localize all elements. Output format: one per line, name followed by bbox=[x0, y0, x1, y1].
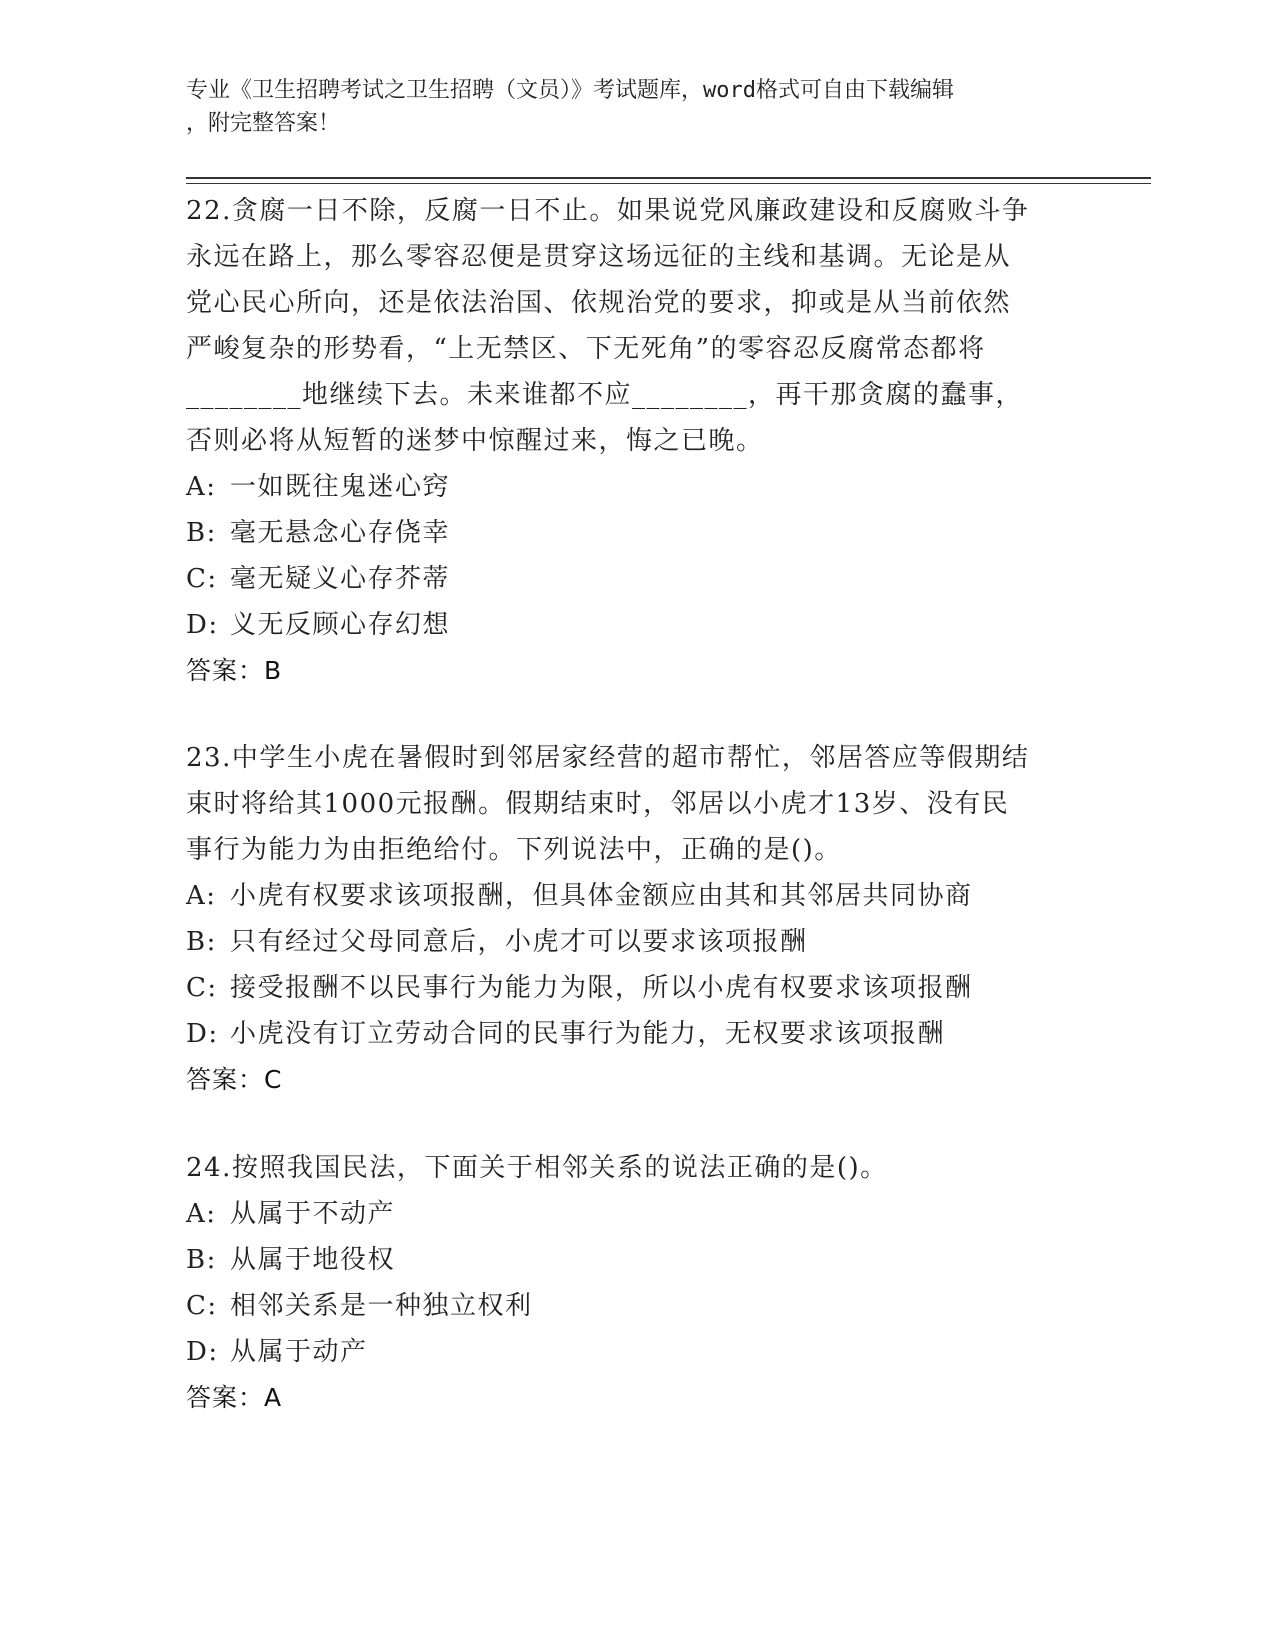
option-text: 从属于动产 bbox=[230, 1337, 368, 1367]
option-key: C: bbox=[186, 973, 218, 1003]
stem-line: 永远在路上，那么零容忍便是贯穿这场远征的主线和基调。无论是从 bbox=[186, 242, 1012, 272]
option-c bbox=[186, 965, 1086, 1011]
header-divider-top bbox=[186, 177, 1151, 179]
stem-line: 束时将给其1000元报酬。假期结束时，邻居以小虎才13岁、没有民 bbox=[186, 789, 1010, 819]
answer-line: 答案：A bbox=[186, 1383, 283, 1412]
option-d bbox=[186, 1011, 1086, 1057]
option-d bbox=[186, 1329, 1086, 1375]
option-c bbox=[186, 556, 1086, 602]
option-b bbox=[186, 510, 1086, 556]
option-key: A: bbox=[186, 472, 217, 502]
option-a bbox=[186, 464, 1086, 510]
stem-line: 23.中学生小虎在暑假时到邻居家经营的超市帮忙，邻居答应等假期结 bbox=[186, 743, 1030, 773]
option-text: 接受报酬不以民事行为能力为限，所以小虎有权要求该项报酬 bbox=[230, 973, 973, 1003]
option-a bbox=[186, 1191, 1086, 1237]
question-stem bbox=[186, 1145, 1086, 1191]
option-key: B: bbox=[186, 518, 217, 548]
question-stem bbox=[186, 188, 1086, 464]
option-text: 毫无悬念心存侥幸 bbox=[230, 518, 451, 548]
stem-line: 否则必将从短暂的迷梦中惊醒过来，悔之已晚。 bbox=[186, 426, 764, 456]
option-text: 只有经过父母同意后，小虎才可以要求该项报酬 bbox=[230, 927, 808, 957]
stem-line: 24.按照我国民法，下面关于相邻关系的说法正确的是()。 bbox=[186, 1153, 888, 1183]
option-key: A: bbox=[186, 881, 217, 911]
stem-line: 党心民心所向，还是依法治国、依规治党的要求，抑或是从当前依然 bbox=[186, 288, 1012, 318]
stem-line: 22.贪腐一日不除，反腐一日不止。如果说党风廉政建设和反腐败斗争 bbox=[186, 196, 1030, 226]
option-key: D: bbox=[186, 610, 219, 640]
option-text: 小虎有权要求该项报酬，但具体金额应由其和其邻居共同协商 bbox=[230, 881, 973, 911]
answer-line: 答案：C bbox=[186, 1065, 283, 1094]
stem-line: ________地继续下去。未来谁都不应________，再干那贪腐的蠢事， bbox=[186, 380, 1024, 410]
document-header bbox=[186, 74, 1086, 140]
header-line-1: 专业《卫生招聘考试之卫生招聘（文员）》考试题库，word格式可自由下载编辑 bbox=[186, 78, 954, 103]
question-23 bbox=[186, 735, 1086, 1103]
option-key: A: bbox=[186, 1199, 217, 1229]
option-text: 从属于地役权 bbox=[230, 1245, 396, 1275]
option-key: D: bbox=[186, 1337, 219, 1367]
option-text: 毫无疑义心存芥蒂 bbox=[230, 564, 451, 594]
option-c bbox=[186, 1283, 1086, 1329]
option-key: B: bbox=[186, 927, 217, 957]
question-22 bbox=[186, 188, 1086, 694]
stem-line: 严峻复杂的形势看，“上无禁区、下无死角”的零容忍反腐常态都将 bbox=[186, 334, 986, 364]
question-24 bbox=[186, 1145, 1086, 1421]
option-b bbox=[186, 1237, 1086, 1283]
stem-line: 事行为能力为由拒绝给付。下列说法中，正确的是()。 bbox=[186, 835, 842, 865]
option-text: 一如既往鬼迷心窍 bbox=[230, 472, 451, 502]
option-a bbox=[186, 873, 1086, 919]
option-b bbox=[186, 919, 1086, 965]
option-key: C: bbox=[186, 564, 218, 594]
option-text: 义无反顾心存幻想 bbox=[230, 610, 451, 640]
question-stem bbox=[186, 735, 1086, 873]
option-text: 小虎没有订立劳动合同的民事行为能力，无权要求该项报酬 bbox=[230, 1019, 946, 1049]
option-text: 相邻关系是一种独立权利 bbox=[230, 1291, 533, 1321]
option-key: D: bbox=[186, 1019, 219, 1049]
header-line-2: ，附完整答案！ bbox=[186, 111, 341, 136]
option-key: C: bbox=[186, 1291, 218, 1321]
option-key: B: bbox=[186, 1245, 217, 1275]
header-divider-bottom bbox=[186, 183, 1151, 184]
answer-line: 答案：B bbox=[186, 656, 283, 685]
option-d bbox=[186, 602, 1086, 648]
option-text: 从属于不动产 bbox=[230, 1199, 396, 1229]
